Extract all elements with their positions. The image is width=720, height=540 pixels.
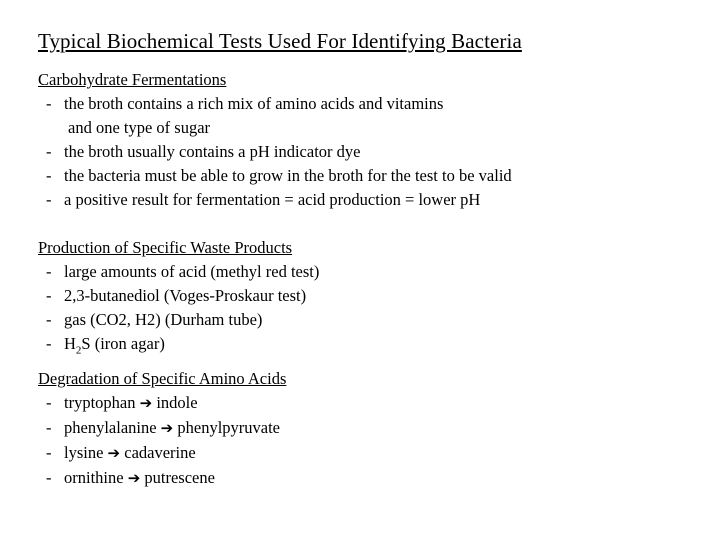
list-item-text: the bacteria must be able to grow in the broth for the test to be valid <box>64 166 512 185</box>
list-item <box>38 284 708 308</box>
section-carbohydrate-fermentations <box>38 68 708 212</box>
formula-rest: S (iron agar) <box>81 334 165 353</box>
list-item <box>38 308 708 332</box>
slide-title: Typical Biochemical Tests Used For Identifying Bacteria <box>38 29 522 53</box>
list-item <box>38 391 708 416</box>
formula-h2s <box>64 334 165 357</box>
list-item-text: gas (CO2, H2) (Durham tube) <box>64 310 263 329</box>
formula-subscript: 2 <box>75 344 82 357</box>
substrate-name: ornithine <box>64 468 124 487</box>
section-amino-acid-degradation <box>38 367 708 491</box>
substrate-name: phenylalanine <box>64 418 157 437</box>
bullet-dash: - <box>46 468 52 487</box>
substrate-name: tryptophan <box>64 393 136 412</box>
product-name: cadaverine <box>124 443 196 462</box>
list-item <box>38 416 708 441</box>
section-heading: Degradation of Specific Amino Acids <box>38 369 287 388</box>
list-item <box>38 188 708 212</box>
list-item <box>38 140 708 164</box>
list-item <box>38 260 708 284</box>
substrate-name: lysine <box>64 443 104 462</box>
list-item <box>38 164 708 188</box>
bullet-dash: - <box>46 94 52 113</box>
bullet-dash: - <box>46 418 52 437</box>
product-name: putrescene <box>144 468 215 487</box>
list-item-text: the broth contains a rich mix of amino acids and vitamins <box>64 94 444 113</box>
list-item <box>38 441 708 466</box>
arrow-right-icon: ➔ <box>160 421 174 437</box>
arrow-right-icon: ➔ <box>139 396 153 412</box>
bullet-dash: - <box>46 334 52 353</box>
bullet-dash: - <box>46 166 52 185</box>
bullet-dash: - <box>46 310 52 329</box>
product-name: phenylpyruvate <box>177 418 281 437</box>
bullet-dash: - <box>46 142 52 161</box>
list-item <box>38 332 708 356</box>
arrow-right-icon: ➔ <box>107 446 121 462</box>
product-name: indole <box>156 393 198 412</box>
section-heading: Carbohydrate Fermentations <box>38 70 227 89</box>
list-item <box>38 466 708 491</box>
section-heading: Production of Specific Waste Products <box>38 238 293 257</box>
formula-element: H <box>64 334 76 353</box>
bullet-dash: - <box>46 262 52 281</box>
section-waste-products <box>38 236 708 356</box>
bullet-dash: - <box>46 393 52 412</box>
bullet-dash: - <box>46 286 52 305</box>
list-item-text: large amounts of acid (methyl red test) <box>64 262 320 281</box>
list-item <box>38 92 708 140</box>
arrow-right-icon: ➔ <box>127 471 141 487</box>
bullet-dash: - <box>46 443 52 462</box>
list-item-text: a positive result for fermentation = acid production = lower pH <box>64 190 481 209</box>
list-item-text: the broth usually contains a pH indicator dye <box>64 142 361 161</box>
bullet-dash: - <box>46 190 52 209</box>
list-item-text: 2,3-butanediol (Voges-Proskaur test) <box>64 286 307 305</box>
list-item-continuation: and one type of sugar <box>68 118 211 137</box>
